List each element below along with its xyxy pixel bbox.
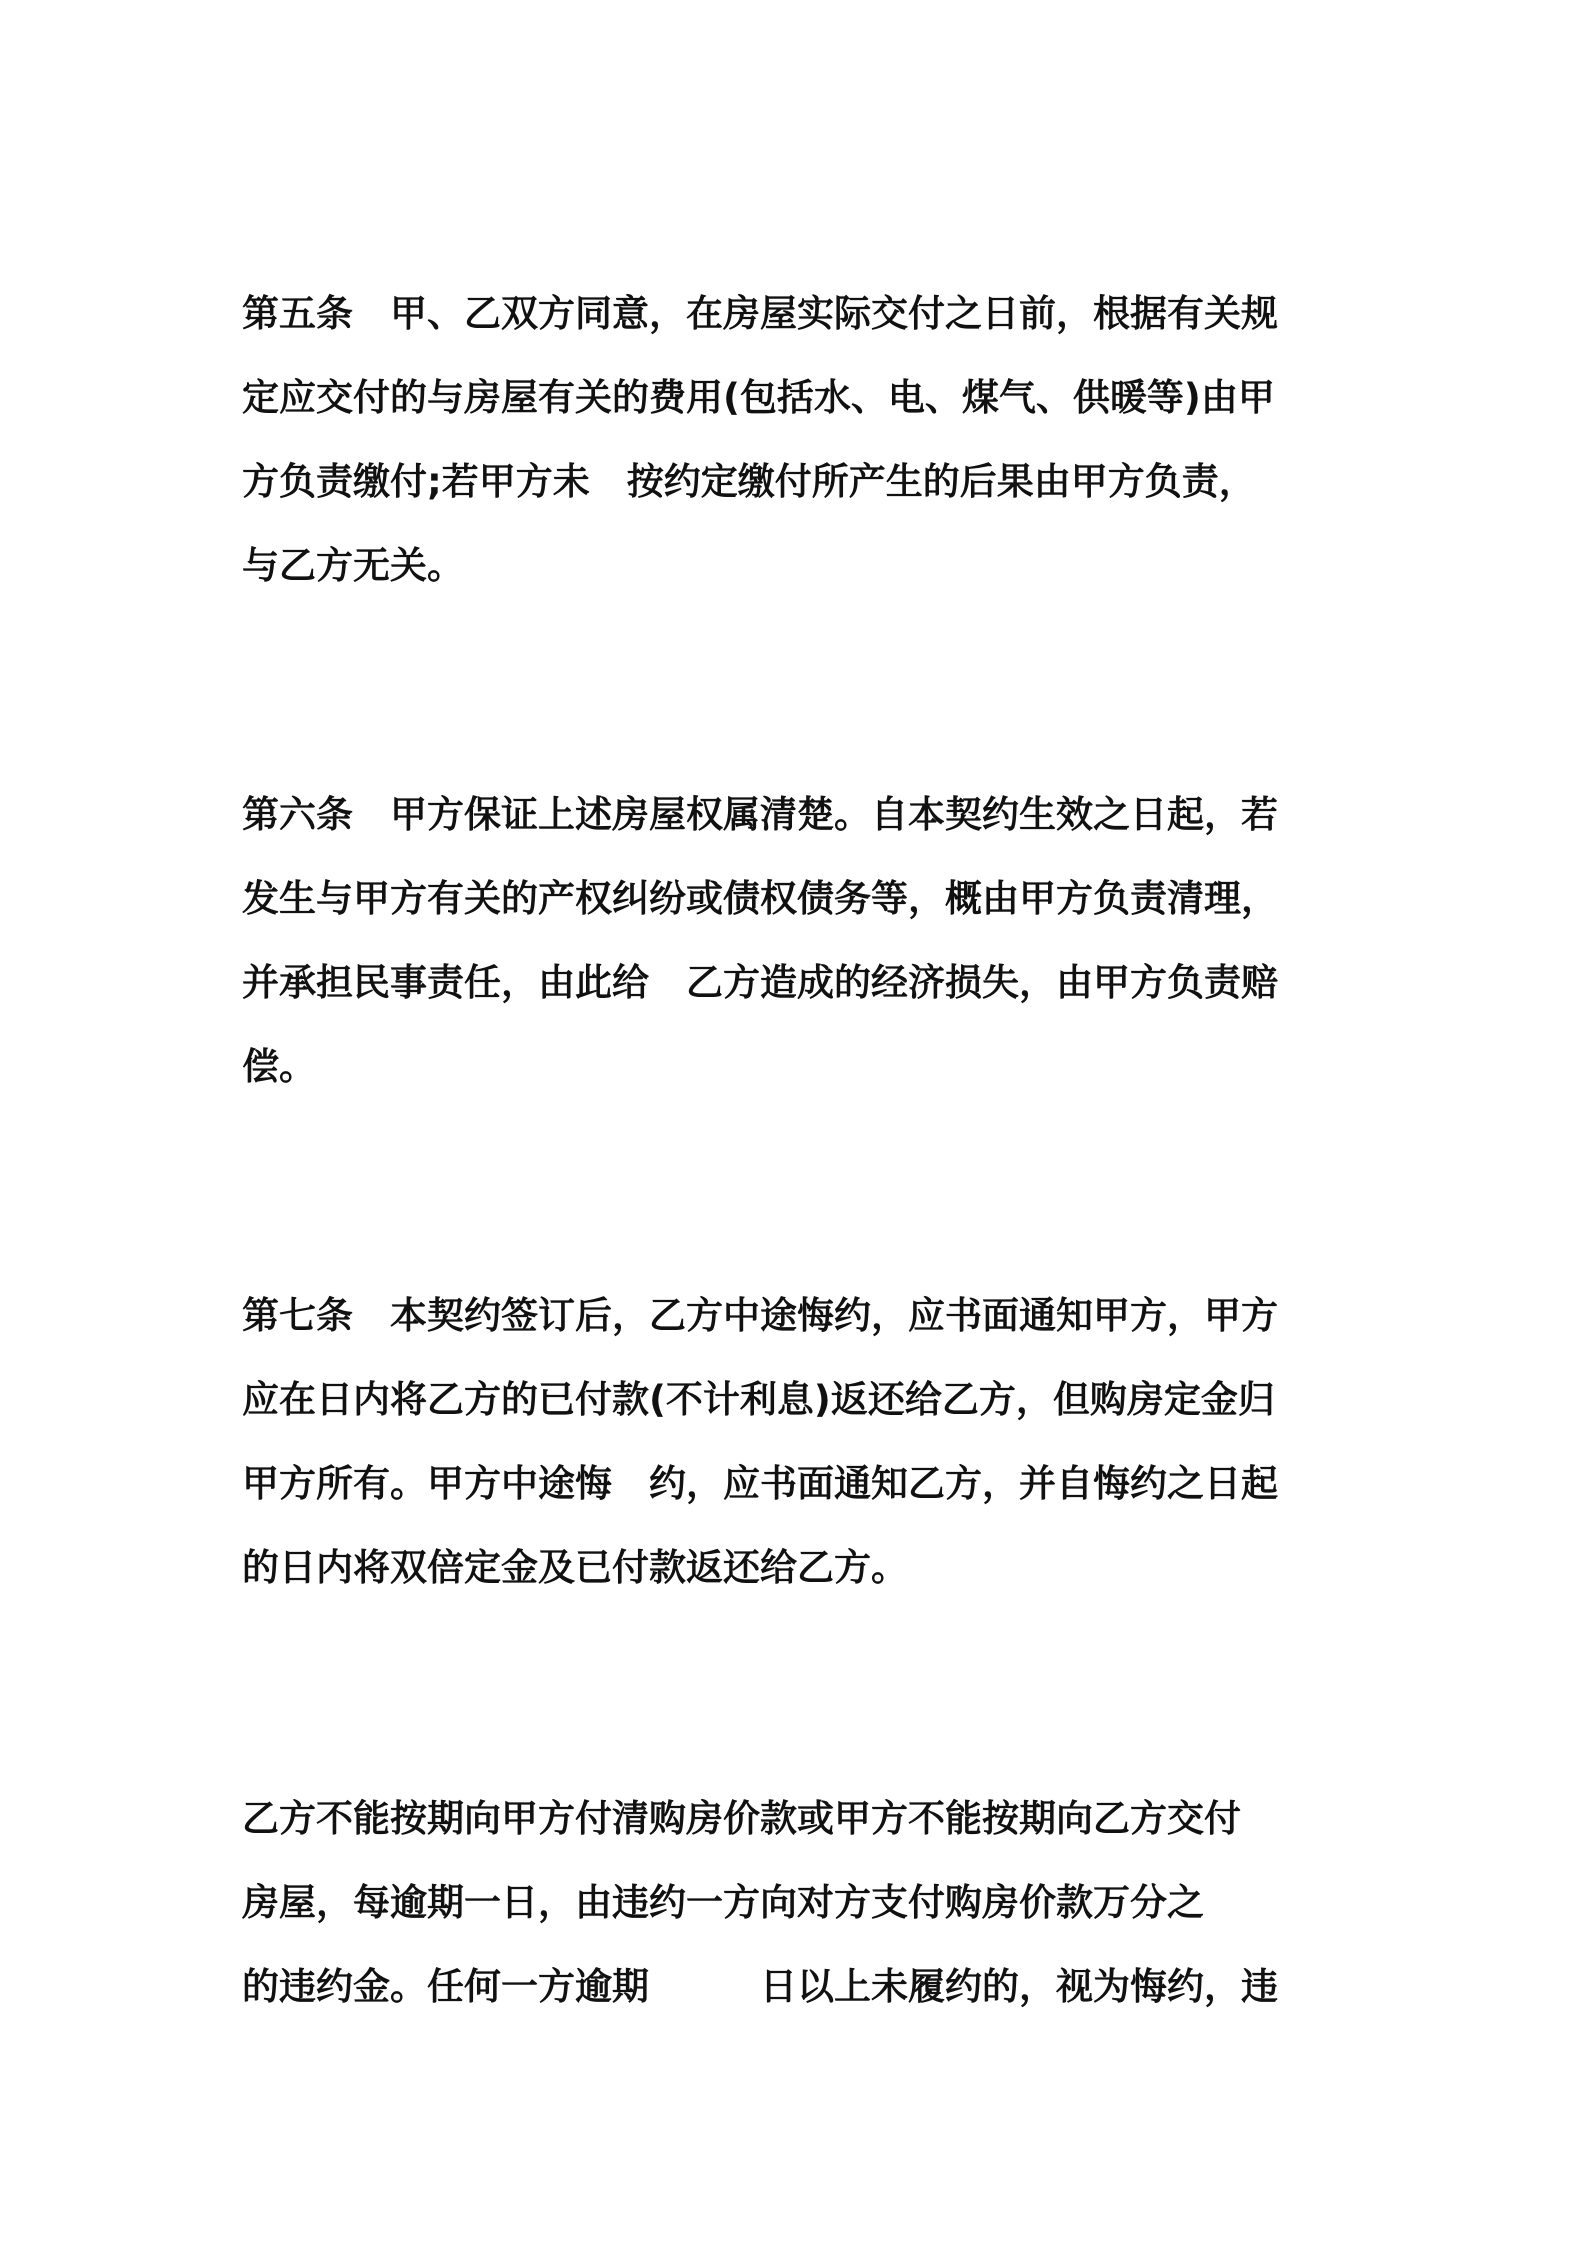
article-7-line-2: 应在日内将乙方的已付款(不计利息)返还给乙方，但购房定金归 bbox=[242, 1378, 1275, 1421]
breach-line-3: 的违约金。任何一方逾期 日以上未履约的，视为悔约，违 bbox=[242, 1965, 1278, 2008]
article-7-line-1: 第七条 本契约签订后，乙方中途悔约，应书面通知甲方，甲方 bbox=[242, 1294, 1278, 1337]
article-5-line-4: 与乙方无关。 bbox=[242, 544, 464, 587]
breach-line-2: 房屋，每逾期一日，由违约一方向对方支付购房价款万分之 bbox=[242, 1881, 1204, 1924]
article-5-line-2: 定应交付的与房屋有关的费用(包括水、电、煤气、供暖等)由甲 bbox=[242, 376, 1275, 419]
article-5-line-3: 方负责缴付;若甲方未 按约定缴付所产生的后果由甲方负责， bbox=[242, 460, 1256, 503]
breach-line-1: 乙方不能按期向甲方付清购房价款或甲方不能按期向乙方交付 bbox=[242, 1797, 1241, 1840]
article-7-line-4: 的日内将双倍定金及已付款返还给乙方。 bbox=[242, 1546, 908, 1589]
article-6-line-2: 发生与甲方有关的产权纠纷或债权债务等，概由甲方负责清理， bbox=[242, 877, 1278, 920]
article-6-line-4: 偿。 bbox=[242, 1045, 316, 1088]
article-7-line-3: 甲方所有。甲方中途悔 约，应书面通知乙方，并自悔约之日起 bbox=[242, 1462, 1278, 1505]
article-6-line-3: 并承担民事责任，由此给 乙方造成的经济损失，由甲方负责赔 bbox=[242, 961, 1278, 1004]
article-5-line-1: 第五条 甲、乙双方同意，在房屋实际交付之日前，根据有关规 bbox=[242, 292, 1278, 335]
article-6-line-1: 第六条 甲方保证上述房屋权属清楚。自本契约生效之日起，若 bbox=[242, 793, 1278, 836]
